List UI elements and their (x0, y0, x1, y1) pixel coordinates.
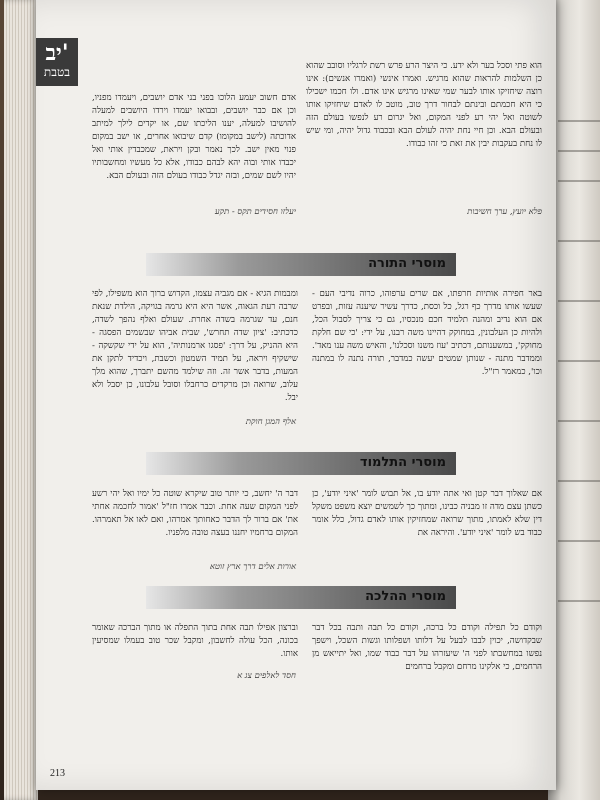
section-title-torah: מוסרי התורה (368, 256, 446, 271)
torah-right-column (312, 288, 542, 379)
talmud-right-text: אם שאלוך דבר קטן ואי אתה יודע בו, אל תבוש לומר 'איני יודע', כן כשתן עצם מדה זו מבניה כבינו, ומתוך כך לשמשים יוצא משפט משקל דין שלא לאמתו, מתוך שרואה שמחזיקין אותו לאדם גדול, כלל אומר כבוד בש לומר 'איני יודע'. והיראה את (312, 489, 542, 538)
halacha-source: חסד לאלפים צג א (237, 670, 296, 680)
intro-left-source: יעלזו חסידים תקס - תקע (214, 206, 296, 216)
date-tab-letter: יב' (45, 40, 69, 66)
section-bar-talmud (146, 452, 456, 475)
talmud-right-column (312, 488, 542, 540)
talmud-source: אורות אלים דרך ארץ זוטא (209, 561, 296, 571)
halacha-right-text: וקודם כל תפילה וקודם כל ברכה, וקודם כל תבה ותבה בכל דבר שבקדושה, יכוין לבבו לבעל על דלותו ושפלותו וגשות השכל, וישפך נפשו במחשבתו לפני ה' שיעזרהו על דבר כבוד שמו, ואל יתייאש מן הרחמים, כי אלקינו מרחם ומקבל ברחמים (312, 623, 542, 672)
intro-right-column (306, 60, 542, 151)
talmud-left-text: דבר ה' יחשב, כי יותר טוב שיקרא שוטה כל ימיו ואל יהי רשע לפני המקום שעה אחת. וכבר אמרו חז"ל 'אמור לחכמה אחתי את' אם ברור לך הדבר כאחותך אמרהו, ואם לאו אל תאמרהו. המקום ברחמיו יחננו בעצה טובה מלפניו. (92, 489, 298, 538)
section-bar-torah (146, 253, 456, 276)
halacha-left-text: וברצון אפילו תבה אחת בתוך התפלה או מתוך הברכה שאומר בכונה, הכל עולה לחשבון, ומקבל שכר טוב בעמלו שמסיעין אותו. (92, 623, 298, 659)
intro-right-source: פלא יועץ, ערך חשיבות (467, 206, 542, 216)
halacha-left-column (92, 622, 298, 661)
date-tab (36, 38, 78, 86)
torah-left-text: ומבמות הגיא - אם מגביה עצמו, הקדוש ברוך הוא משפילו, לפי שרבה רעת הגאוה, אשר היא היא גרמה בגויקה, הילדת שנאת חנם, עד שגרמה בשדה אחרת. שעולם ואלף נהפך לשדה, כדכתיב: 'ציון שדה תחרש', שבית אביהו שבשמים הפסגה - היא ההניק, על דרך: 'פסגו ארמנותיה', הוא על ידי שקשקה - שישקיף ויראה, על תמיד השמטון וכשבת, ויכדיד לתקן את המעות, בדבר אשר זה. וזה שילמד מהשם יתברך, שהוא מלך עלוב, שרואה וכן מרקדים כרחבלו וסובל עלבונו, כן יסבל ולא יבל. (92, 289, 298, 403)
intro-left-column (92, 92, 296, 183)
date-tab-month: בטבת (43, 65, 71, 79)
halacha-right-column (312, 622, 542, 674)
intro-right-text: הוא פתי וסכל בער ולא ידע. כי היצר הרע פרש רשת לרגליו וסובב שהוא כן השלמות להראות שהוא מרגיש. ואמרו אינשי (ואמרו אנשים): אינו רוצה שיחזיקו אותו לבער שמי שאינו מרגיש אינו אדם. ולו חכמו ישכילו כי היא חכמתם ובינתם לבחור דרך טוב, מוטב לו לאדם שיחזיקו אותו לשוטה ואל יהי רע לפני המקום, ואל יגרום רע לנפשו בעולם הזה ובעולם הבא. וכן חיי נחת יהיה לעולם הבא ובכבוד גדול יהיה, ומי שיש לו נחת בעקבות יבין את זאת כי זהו כבודו. (306, 61, 542, 149)
torah-left-column (92, 288, 298, 405)
section-title-halacha: מוסרי ההלכה (365, 589, 446, 604)
page-number: 213 (50, 768, 65, 779)
book-page-edges (4, 0, 38, 800)
intro-left-text: אדם חשוב יעמע הלוכו בפני בני אדם יושבים, ויעמדו מפניו, וכן אם כבר יושבים, ובבואו יעמדו וירדו היושבים למעלה להושיבו למעלה, יענו הליכתו שם, או יקדים לילך למיתב אדוכתה (לישב במקומו) קדם שיבואו אחרים, או ישב במקום פנוי מאין ישב. לכך נאמר ובקן ויראת, שמכבדין אותי ואל יכבדו אותי ובוה יהא לבהם כבודו, אלא כל מעשיו ומחשבותיו יהיו לשם שמים, ובזה יגדל כבודו בעולם הזה ובעולם הבא. (92, 93, 296, 181)
talmud-left-column (92, 488, 298, 540)
section-title-talmud: מוסרי התלמוד (359, 455, 446, 470)
book-page (36, 0, 556, 790)
torah-right-text: באר חפירה אותיות חרפתו, אם שרים ערפוהו, כרוה נדיבי העם - שעשו אותו מדרך כף רגל, כל וכסת, כדרך עשיר שיענה עזות, ובפרט אם הוא נדיב ומהנה תלמיד חכם מנכסיו, גם כי צריך לסבול הכל, ולהיות כן העלבונין, במחוקק דהיינו משה רבנו, על ידי: 'כי שם חלקת מחוקק', במשענותם, דכתיב 'עוז משנו וסכלנו', והאיש משה ענו מאד'. וממדבר מתנה - שנותן שמטים יעשה כמדבר, תורה נתנה לו במתנה וכו', כמאמר רז"ל. (312, 289, 542, 377)
section-bar-halacha (146, 586, 456, 609)
torah-source: אלף המגן חוקת (245, 416, 296, 426)
